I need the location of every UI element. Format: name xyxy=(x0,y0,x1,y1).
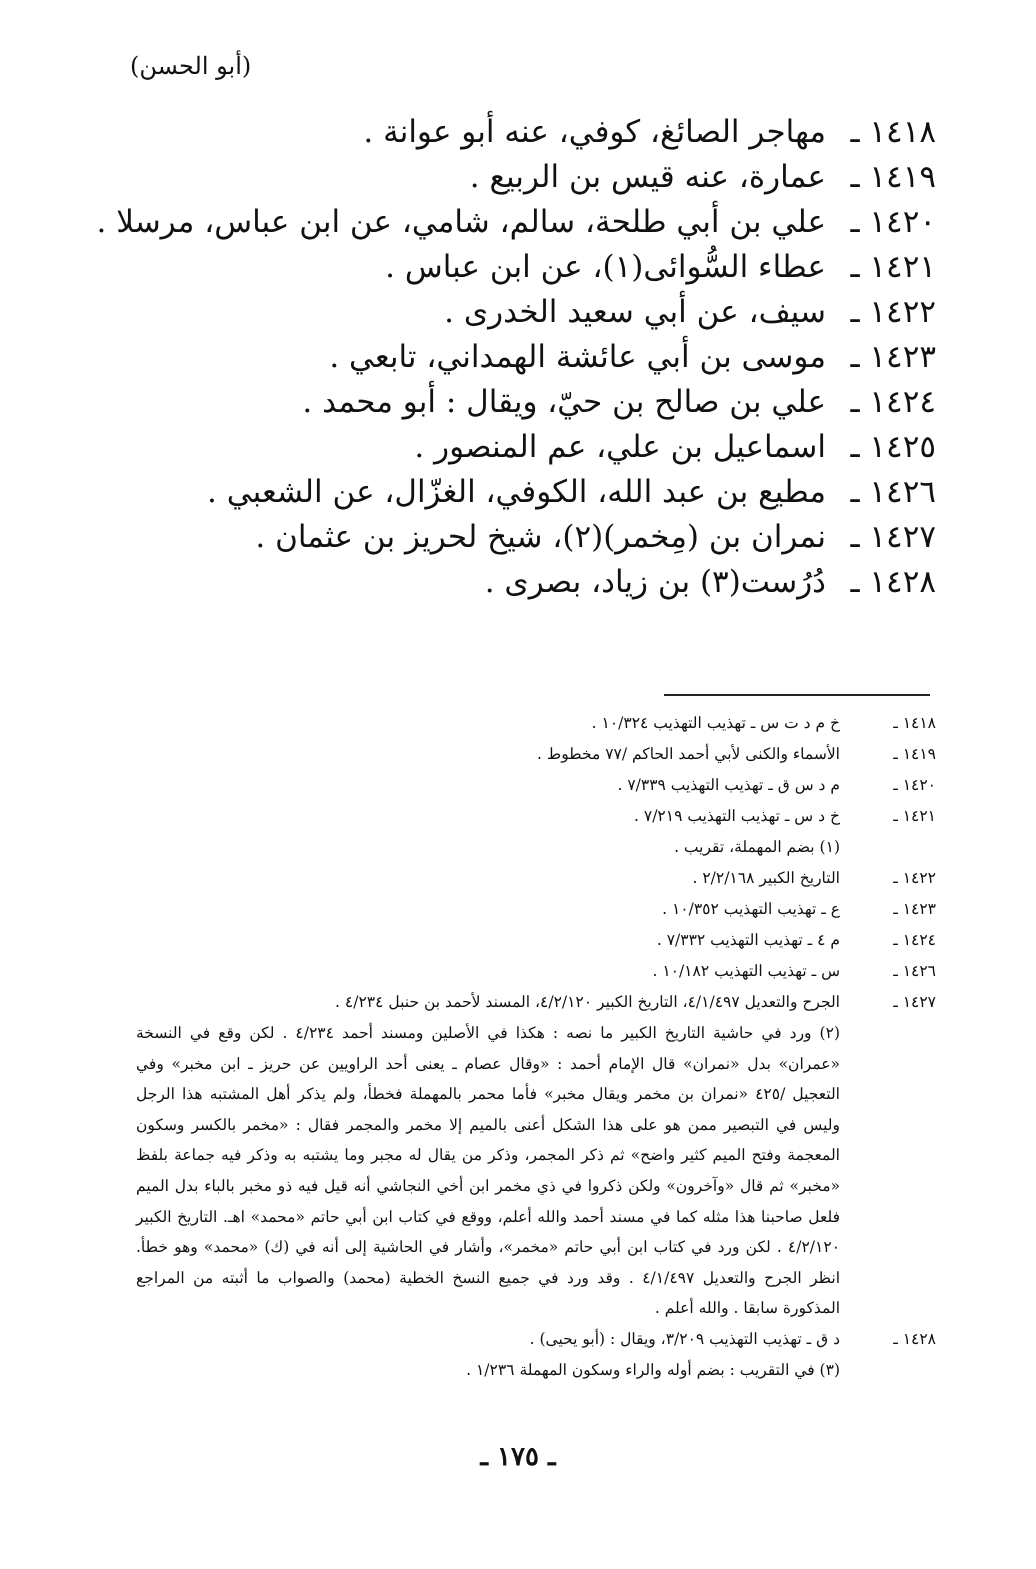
entry-1423 xyxy=(116,335,936,380)
footnote-number: ١٤٢٤ ـ xyxy=(893,931,936,949)
footnote-line xyxy=(136,708,936,739)
entry-1418 xyxy=(116,110,936,155)
entry-1427 xyxy=(116,515,936,560)
footnote-number xyxy=(840,1355,936,1386)
footnote-text: خ د س ـ تهذيب التهذيب ٧/٢١٩ . xyxy=(634,807,840,825)
footnote-text: الأسماء والكنى لأبي أحمد الحاكم /٧٧ مخطوط . xyxy=(537,745,840,763)
footnote-line xyxy=(136,1355,936,1386)
running-head: (أبو الحسن) xyxy=(130,52,252,80)
footnote-number: ١٤٢٠ ـ xyxy=(893,776,936,794)
footnote-text: (١) بضم المهملة، تقريب . xyxy=(674,838,840,856)
footnote-number: ١٤٢٢ ـ xyxy=(893,869,936,887)
entry-text: عطاء السُّوائى(١)، عن ابن عباس . xyxy=(385,249,826,285)
footnote-text: الجرح والتعديل ٤/١/٤٩٧، التاريخ الكبير ٤/٢/١٢٠، المسند لأحمد بن حنبل ٤/٢٣٤ . xyxy=(335,993,840,1011)
entry-number: ١٤٢٥ ـ xyxy=(850,429,936,465)
entry-text: عمارة، عنه قيس بن الربيع . xyxy=(469,159,826,195)
entry-1420 xyxy=(96,200,936,245)
entry-number: ١٤٢٦ ـ xyxy=(850,474,936,510)
footnote-line xyxy=(136,863,936,894)
footnotes xyxy=(136,708,936,1386)
entry-text: علي بن صالح بن حيّ، ويقال : أبو محمد . xyxy=(302,384,826,420)
footnote-number: ١٤٢٦ ـ xyxy=(893,962,936,980)
footnote-line xyxy=(136,987,936,1018)
footnote-number: ١٤٢٧ ـ xyxy=(893,993,936,1011)
footnote-text: س ـ تهذيب التهذيب ١٠/١٨٢ . xyxy=(652,962,840,980)
entry-text: دُرُست(٣) بن زياد، بصرى . xyxy=(484,564,826,600)
entry-text: موسى بن أبي عائشة الهمداني، تابعي . xyxy=(329,339,826,375)
entry-text: اسماعيل بن علي، عم المنصور . xyxy=(414,429,826,465)
entries-list xyxy=(96,110,936,605)
footnote-number: ١٤٢٨ ـ xyxy=(893,1329,936,1348)
footnote-text: د ق ـ تهذيب التهذيب ٣/٢٠٩، ويقال : (أبو يحيى) . xyxy=(529,1329,840,1348)
footnote-line xyxy=(136,1324,936,1355)
footnote-separator xyxy=(664,694,930,696)
footnote-text: خ م د ت س ـ تهذيب التهذيب ١٠/٣٢٤ . xyxy=(591,714,840,732)
entry-1424 xyxy=(116,380,936,425)
page-number: ـ ١٧٥ ـ xyxy=(480,1442,556,1472)
entry-1425 xyxy=(116,425,936,470)
entry-number: ١٤١٩ ـ xyxy=(850,159,936,195)
footnote-text: (٣) في التقريب : بضم أوله والراء وسكون المهملة ١/٢٣٦ . xyxy=(466,1360,840,1379)
footnote-line xyxy=(136,832,936,863)
footnote-number xyxy=(840,832,936,863)
footnote-text: م ٤ ـ تهذيب التهذيب ٧/٣٣٢ . xyxy=(656,931,840,949)
footnote-number: ١٤١٨ ـ xyxy=(893,714,936,732)
entry-number: ١٤٢٧ ـ xyxy=(850,519,936,555)
footnote-2-paragraph: (٢) ورد في حاشية التاريخ الكبير ما نصه : هكذا في الأصلين ومسند أحمد ٤/٢٣٤ . لكن وقع في النسخة «عمران» بدل «نمران» قال الإمام أحمد : «وقال عصام ـ يعنى أحد الراويين عن حريز ـ ابن مخبر» وفي التعجيل /٤٢٥ «نمران بن مخمر ويقال مخبر» فأما محمر بالمهملة فخطأ، ولم يذكر أهل المشتبه هذا الرجل وليس في التبصير ممن هو على هذا الشكل أعنى بالميم إلا مخمر والمجمر فقال : «مخمر بالكسر وسكون المعجمة وفتح الميم كثير واضح» ثم ذكر المجمر، وذكر من يقال له مجبر وما يشتبه به وذكر فيه جماعة بلفظ «مخبر» ثم قال «وآخرون» ولكن ذكروا في ذي مخمر ابن أخي النجاشي أنه قيل فيه ذو مخبر بالباء بدل الميم فلعل صاحبنا هذا مثله كما في مسند أحمد والله أعلم، ووقع في كتاب ابن أبي حاتم «محمد» اهـ. التاريخ الكبير ٤/٢/١٢٠ . لكن ورد في كتاب ابن أبي حاتم «مخمر»، وأشار في الحاشية إلى أنه في (ك) «محمد» وهو خطأ. انظر الجرح والتعديل ٤/١/٤٩٧ . وقد ورد في جميع النسخ الخطية (محمد) والصواب ما أثبته من المراجع المذكورة سابقا . والله أعلم . xyxy=(136,1024,841,1318)
footnote-line xyxy=(136,925,936,956)
entry-1428 xyxy=(116,560,936,605)
footnote-line xyxy=(136,770,936,801)
footnote-number: ١٤٢١ ـ xyxy=(893,807,936,825)
entry-number: ١٤٢٢ ـ xyxy=(850,294,936,330)
footnote-number: ١٤١٩ ـ xyxy=(893,745,936,763)
footnote-line xyxy=(136,956,936,987)
entry-1426 xyxy=(116,470,936,515)
entry-1422 xyxy=(116,290,936,335)
entry-number: ١٤٢٤ ـ xyxy=(850,384,936,420)
entry-text: علي بن أبي طلحة، سالم، شامي، عن ابن عباس، مرسلا . xyxy=(96,204,826,240)
entry-1419 xyxy=(116,155,936,200)
entry-number: ١٤٢١ ـ xyxy=(850,249,936,285)
footnote-line xyxy=(136,739,936,770)
entry-text: مطيع بن عبد الله، الكوفي، الغزّال، عن الشعبي . xyxy=(207,474,826,510)
entry-text: سيف، عن أبي سعيد الخدرى . xyxy=(444,294,826,330)
entry-text: نمران بن (مِخمر)(٢)، شيخ لحريز بن عثمان . xyxy=(255,519,826,555)
entry-number: ١٤٢٠ ـ xyxy=(850,204,936,240)
footnote-text: ع ـ تهذيب التهذيب ١٠/٣٥٢ . xyxy=(662,900,840,918)
entry-1421 xyxy=(116,245,936,290)
footnote-number: ١٤٢٣ ـ xyxy=(893,900,936,918)
entry-number: ١٤١٨ ـ xyxy=(850,114,936,150)
entry-number: ١٤٢٨ ـ xyxy=(850,564,936,600)
entry-number: ١٤٢٣ ـ xyxy=(850,339,936,375)
footnote-line xyxy=(136,801,936,832)
footnote-text: م د س ق ـ تهذيب التهذيب ٧/٣٣٩ . xyxy=(617,776,840,794)
footnote-line xyxy=(136,894,936,925)
entry-text: مهاجر الصائغ، كوفي، عنه أبو عوانة . xyxy=(363,114,826,150)
footnote-text: التاريخ الكبير ٢/٢/١٦٨ . xyxy=(692,869,840,887)
